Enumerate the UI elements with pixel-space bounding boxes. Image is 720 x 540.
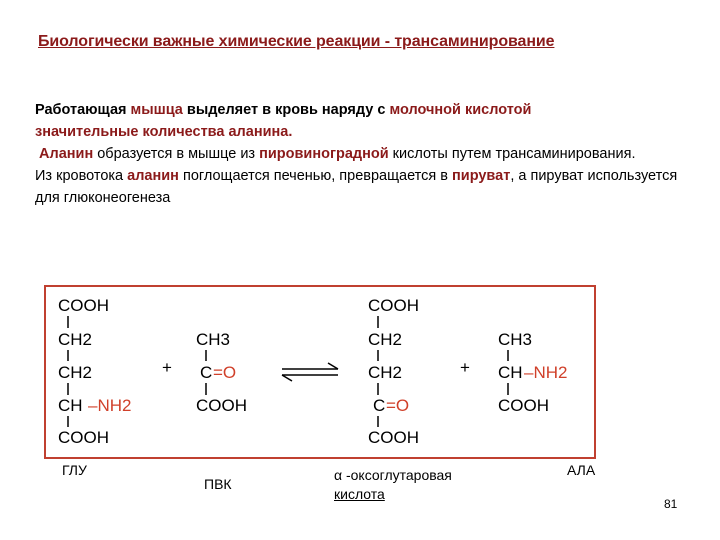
pvk-c2: C	[200, 363, 213, 382]
ala-c1: CH3	[498, 330, 533, 349]
akg-c3: CH2	[368, 363, 403, 382]
reaction-svg	[46, 287, 594, 457]
glu-nh2: –NH2	[88, 396, 132, 415]
label-pvk: ПВК	[204, 476, 232, 492]
text-segment: образуется в мышце из	[93, 146, 260, 162]
akg-c2: CH2	[368, 330, 403, 349]
highlight-pyruvate: пируват	[452, 168, 511, 184]
label-glu: ГЛУ	[62, 462, 87, 478]
label-akg-line1: α -оксоглутаровая	[334, 467, 452, 483]
text-segment: поглощается печенью, превращается в	[178, 168, 453, 184]
highlight-alanine-amount: значительные количества аланина.	[35, 124, 293, 140]
highlight-alanine: Аланин	[39, 146, 94, 162]
text-segment: Из кровотока	[35, 168, 128, 184]
plus-sign-2: +	[460, 358, 470, 377]
highlight-pyruvic: пировиноградной	[259, 146, 389, 162]
akg-c1: COOH	[368, 296, 419, 315]
ala-c2: CH	[498, 363, 523, 382]
glu-c3: CH2	[58, 363, 93, 382]
ala-nh2: –NH2	[524, 363, 568, 382]
glu-c1: COOH	[58, 296, 109, 315]
highlight-muscle: мышца	[130, 102, 183, 118]
label-ala: АЛА	[567, 462, 596, 478]
text-segment: кислоты путем трансаминирования.	[388, 146, 636, 162]
label-akg-line2: кислота	[334, 486, 385, 502]
text-segment: , а пируват используется для глюконеогенеза	[35, 168, 678, 206]
glu-c2: CH2	[58, 330, 93, 349]
highlight-lactic-acid: молочной кислотой	[389, 102, 532, 118]
paragraph-muscle-alanine	[35, 99, 685, 143]
alanine-formula	[498, 330, 567, 415]
ketoglutarate-formula	[368, 296, 419, 447]
pvk-c1: CH3	[196, 330, 231, 349]
text-segment: выделяет в кровь наряду с	[182, 102, 390, 118]
text-segment: Работающая	[35, 102, 131, 118]
label-akg	[334, 466, 452, 504]
pvk-oxo: =O	[213, 363, 237, 382]
pvk-c3: COOH	[196, 396, 247, 415]
plus-sign: +	[162, 358, 172, 377]
highlight-alanine-2: аланин	[127, 168, 179, 184]
akg-c4: C	[373, 396, 386, 415]
glu-c5: COOH	[58, 428, 109, 447]
glu-c4: CH	[58, 396, 83, 415]
glutamate-formula	[58, 296, 131, 447]
page-number: 81	[664, 497, 678, 511]
slide-title: Биологически важные химические реакции - трансаминирование	[38, 33, 555, 50]
akg-oxo: =O	[386, 396, 410, 415]
equilibrium-arrows-icon	[282, 363, 338, 381]
akg-c5: COOH	[368, 428, 419, 447]
paragraph-alanine-pyruvate	[35, 143, 685, 209]
reaction-diagram	[44, 285, 596, 459]
pyruvate-formula	[196, 330, 247, 415]
ala-c3: COOH	[498, 396, 549, 415]
